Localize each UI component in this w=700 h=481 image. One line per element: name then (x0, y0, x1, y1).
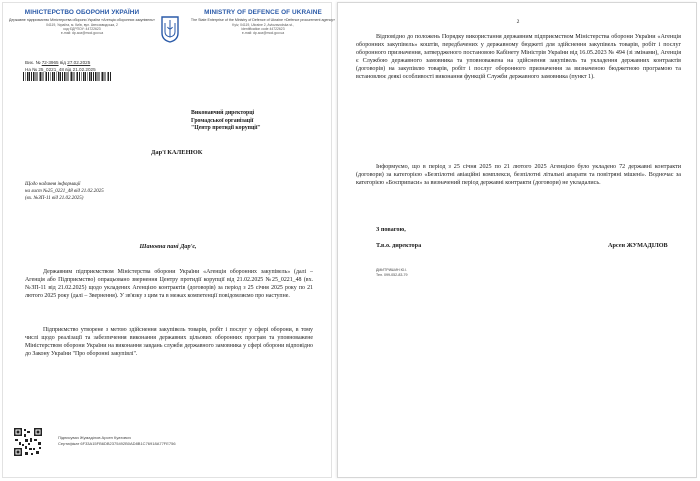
incoming-date-label: від (65, 66, 72, 72)
addressee-line-2: Громадської організації (191, 117, 254, 124)
outgoing-label: Вих. № (25, 60, 41, 65)
agency-code-uk: код ЄДРПОУ: 44722623 (63, 26, 101, 31)
signer-title: Т.в.о. директора (376, 242, 422, 249)
addressee-line-1: Виконавчий директорці (191, 110, 255, 116)
salutation: Шановна пані Дар'є, (139, 243, 197, 250)
incoming-date: 21.02.2025 (72, 66, 96, 72)
closing-regards: З повагою, (376, 226, 406, 233)
letter-page-2 (337, 2, 697, 478)
executor-phone: Тел. 099-052-83-79 (376, 273, 408, 277)
letterhead-ukrainian (7, 9, 157, 35)
agency-code-en: identification code 44722623 (241, 26, 285, 31)
signed-by: Підписувач Жумаділов Арсен Куатович (58, 435, 131, 440)
agency-address-uk: 04119, Україна, м. Київ, вул. Автозаводська, 2 (46, 22, 118, 27)
body-paragraph-3: Відповідно до положень Порядку використання державним підприємством Міністерства оборони України «Агенція оборонних закупівель» коштів, передбачених у державному бюджеті для здійснення закупівель товарів, робіт і послуг оборонного призначення, затвердженого постановою Кабінету Міністрів України від 16.05.2023 № 494 (зі змінами), Агенція є Службою державного замовника та уповноважена на здійснення закупівель та укладення державних контрактів (договорів) на закупівлю товарів, робіт і послуг оборонного призначення за визначеною бюджетною програмою та встановлює деякі особливості виконання функцій Служби державного замовника (пункт 1). (356, 34, 681, 81)
executor-name: ДМИТРИШИН Ю.І. (376, 268, 408, 272)
subject-line-2: на лист №25_0221_48 від 21.02.2025 (25, 188, 104, 194)
incoming-number: 25_0221_48 (38, 66, 64, 72)
letter-page-1 (2, 2, 336, 478)
body-paragraph-2: Підприємство утворене з метою здійснення закупівель товарів, робіт і послуг у сфері оборони, в тому числі щодо реалізації та забезпечення виконання державних цільових оборонних програм та уповноважене Міністерством оборони України на виконання завдань служби державного замовника у сфері оборони відповідно до Закону України "Про оборонні закупівлі". (25, 327, 313, 357)
agency-address-en: Kyiv, 04119, Ukraine 2, Avtozavodska st., (232, 22, 294, 27)
ministry-title-en: MINISTRY OF DEFENCE OF UKRAINE (204, 9, 322, 16)
addressee-line-3: "Центр протидії корупції" (191, 125, 261, 132)
outgoing-date-label: від (59, 60, 66, 65)
body-paragraph-4: Інформуємо, що в період з 25 січня 2025 по 21 лютого 2025 Агенцією було укладено 72 державні контракти (договори) за категорією «Безпілотні авіаційні комплекси, безпілотні літальні апарати та повітряні мішені». Водночас за категорією «Боєприпаси» за визначений період державні контракти (договори) не укладались. (356, 164, 681, 187)
addressee-name: Дар'ї КАЛЕНЮК (151, 149, 203, 156)
signer-name: Арсен ЖУМАДІЛОВ (608, 242, 668, 249)
outgoing-ref (25, 60, 96, 67)
subject-line-1: Щодо надання інформації (25, 182, 81, 187)
addressee-block (191, 110, 261, 133)
certificate-id: Сертифікат 6F33A15FB6DB2375492B0AD8B1C76918A77FE756 (58, 441, 176, 447)
e-signature-block (58, 435, 176, 448)
outgoing-date: 27.02.2025 (67, 60, 91, 65)
agency-name-uk: Державне підприємство Міністерства оборони України «Агенція оборонних закупівель» (9, 18, 155, 22)
subject-block (25, 182, 104, 202)
subject-line-3: (вх. №ЗП-11 від 21.02.2025) (25, 195, 84, 201)
letterhead-english (188, 9, 338, 35)
outgoing-number: 72-3965 (41, 60, 59, 65)
agency-name-en: The State Enterprise of the Ministry of Defence of Ukraine «Defence procurement agency» (190, 18, 336, 22)
incoming-label: На № (25, 66, 38, 72)
executor-info (376, 268, 408, 278)
qr-code-icon (13, 427, 43, 457)
agency-email-en: e-mail: dp.aoz@mod.gov.ua (241, 31, 285, 36)
coat-of-arms-icon (160, 15, 180, 43)
barcode (23, 72, 111, 81)
body-paragraph-1: Державним підприємством Міністерства оборони України «Агенція оборонних закупівель» (далі – Агенція або Підприємство) опрацьовано звернення Центру протидії корупції від 21.02.2025 №25_0221_48 (вх. №ЗП-11 від 21.02.2025) щодо укладених Агенцією контрактів (договорів) за період з 25 січня 2025 року по 21 лютого 2025 року (далі – Звернення). У зв'язку з цим та в межах компетенції повідомляємо про наступне. (25, 269, 313, 299)
ministry-title-uk: МІНІСТЕРСТВО ОБОРОНИ УКРАЇНИ (24, 9, 140, 16)
page-number: 2 (516, 19, 520, 25)
agency-email-uk: e-mail: dp.aoz@mod.gov.ua (60, 31, 104, 36)
